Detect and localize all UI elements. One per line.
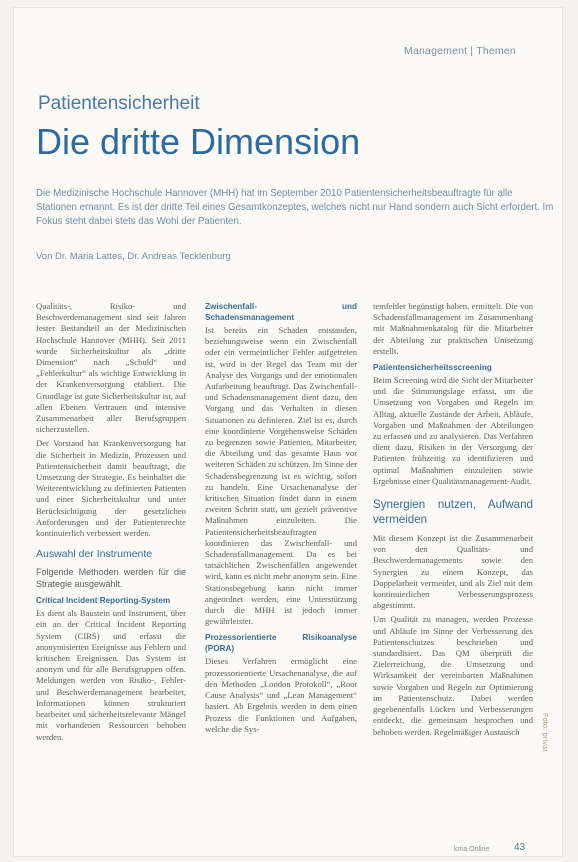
text-column-2 (205, 301, 357, 738)
paragraph: Ist bereits ein Schaden entstanden, beziehungsweise wenn ein Zwischenfall oder ein vermeintlicher Fehler aufgetreten ist, wird in der Regel das Team mit der Analyse des Vorgangs und der emotionalen Aufarbeitung beauftragt. Das Zwischenfall- und Schadensmanagement dient dazu, den Vorgang und das Verhalten in diesen Situationen zu definieren. Ziel ist es, durch eine koordinierte Vorgehensweise Schäden zu begrenzen sowie Patienten, Mitarbeiter, die Abteilung und das gesamte Haus vor weiteren Schäden zu schützen. Im Sinne der Schadensbegrenzung ist es wichtig, sofort zu handeln. Eine Ursachenanalyse der kritischen Situation findet dann in einem zweiten Schritt statt, um gezielt präventive Maßnahmen einzuleiten. Die Patientensicherheitsbeauftragten koordinieren das Zwischenfall- und Schadensfallmanagement. Da es bei tatsächlichen Zwischenfällen angewendet wird, kann es nicht mehr anonym sein. Eine Stationsbegehung kann nicht immer angeordnet werden, eine Unterstützung durch die MHH ist jedoch immer gewährleistet. (205, 325, 358, 627)
subheading: Patientensicherheitsscreening (373, 363, 492, 373)
section-header (404, 45, 516, 57)
subheading: Auswahl der Instrumente (36, 548, 153, 561)
subheading: Critical Incident Reporting-System (36, 596, 171, 606)
article-kicker: Patientensicherheit (38, 93, 200, 114)
subheading: Synergien nutzen, Aufwand vermeiden (373, 498, 533, 527)
paragraph: Qualitäts-, Risiko- und Beschwerdemanagement sind seit Jahren fester Bestandteil an der Medizinischen Hochschule Hannover (MHH). Seit 2011 wurde Sicherheitskultur als „dritte Dimension“ nach „Schuld“ und „Fehlerkultur“ als wichtige Entwicklung in der Krankenversorgung etabliert. Die Grundlage ist gute Sicherheitskultur ist, auf allen Ebenen Vertrauen und intensive Zusammenarbeit aller Berufsgruppen sicherzustellen. (36, 301, 186, 435)
section-name: Management (404, 45, 468, 57)
paragraph: Der Vorstand hat Krankenversorgung hat die Sicherheit in Medizin, Prozessen und Patientensicherheit damit beauftragt, die Umsetzung der Strategie. Es beinhaltet die Weiterentwicklung zu definierten Patienten und einer Sicherheitskultur und unter Berücksichtigung der gesetzlichen Anforderungen und der Patientenrechte kontinuierlich verbessert werden. (36, 438, 186, 539)
section-topic: Themen (476, 45, 516, 57)
article-title: Die dritte Dimension (36, 121, 361, 162)
subheading: Zwischenfall- und Schadensmanagement (205, 302, 357, 322)
section-separator: | (470, 45, 474, 57)
text-column-3 (373, 301, 533, 741)
journal-name: kma Online (454, 846, 490, 853)
paragraph: Es dient als Baustein und Instrument, über ein an der Critical Incident Reporting System (CIRS) und erfasst die anonymisierten Ereignisse aus Fehlern und kritischen Ereignissen. Das System ist anonym und für alle Berufsgruppen offen. Meldungen werden von Risiko-, Fehler- und Beschwerdemanagement bearbeitet, Informationen können strukturiert bearbeitet und sicherheitsrelevante Mängel mit vorhandenen Ressourcen behoben werden. (36, 608, 186, 742)
paragraph: Beim Screening wird die Sicht der Mitarbeiter und die Stimmungslage erfasst, um die Umsetzung von Vorgaben und Regeln im Alltag, aktuelle Zustände der Arbeit, Abläufe, Vorgaben und Maßnahmen der Abteilungen zu erfassen und zu analysieren. Das Verfahren dient dazu, Risiken in der Versorgung der Patienten frühzeitig zu identifizieren und optimal Maßnahmen einzuleiten sowie Ergebnisse einer Qualitätsmanagement-Audit. (373, 375, 533, 486)
page-number: 43 (514, 842, 526, 853)
paragraph: Dieses Verfahren ermöglicht eine prozessorientierte Ursachenanalyse, die auf den Methoden „London Protokoll“, „Root Cause Analysis“ und „Lean Management“ basiert. Ab Ergebnis werden in dem einen Prozess die Funktionen und Aufgaben, welche die Sys- (205, 656, 357, 734)
paragraph: Folgende Methoden werden für die Strategie ausgewählt. (36, 567, 186, 590)
text-column-1 (36, 301, 186, 746)
paragraph: temfehler begünstigt haben, ermittelt. Die von Schadensfallmanagement im Zusammenhang mit Maßnahmenkatalog für die Mitarbeiter der Abteilung zur praktischen Umsetzung erstellt. (373, 301, 533, 356)
paragraph: Mit diesem Konzept ist die Zusammenarbeit von den Qualitäts- und Beschwerdemanagements sowie den Synergien zu einem Konzept, das Doppelarbeit vermeidet, und als Ziel mit dem kontinuierlichen Verbesserungsprozess abgestimmt. (373, 533, 533, 611)
paragraph: Um Qualität zu managen, werden Prozesse und Abläufe im Sinne der Verbesserung des Patientenschutzes beschrieben und standardisiert. Das QM überprüft die Zielerreichung, die Umsetzung und Wirksamkeit der vereinbarten Maßnahmen sowie Vorgaben und Regeln zur Optimierung im Patientenschutz. Dabei werden gegebenenfalls Lücken und Verbesserungen entdeckt, die gemeinsam besprochen und behoben werden. Regelmäßiger Austausch (373, 614, 533, 737)
article-authors: Von Dr. Maria Lattes, Dr. Andreas Tecklenburg (36, 251, 231, 262)
subheading: Prozessorientierte Risikoanalyse (PORA) (205, 633, 357, 654)
article-lead: Die Medizinische Hochschule Hannover (MHH) hat im September 2010 Patientensicherheitsbeauftragte für alle Stationen ernannt. Es ist der dritte Teil eines Gesamtkonzeptes, welches nicht nur Hand sondern auch Sicht erfordert. Im Fokus steht dabei stets das Wohl der Patienten. (36, 188, 554, 227)
photo-credit: Foto: privat (541, 713, 548, 752)
magazine-page (14, 8, 562, 856)
